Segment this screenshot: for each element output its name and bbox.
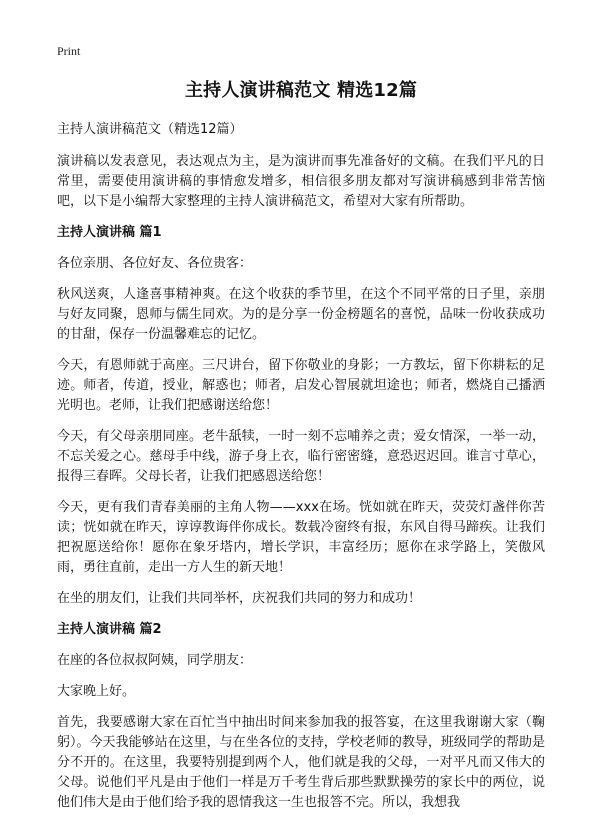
document-body — [57, 120, 545, 824]
paragraph: 秋风送爽，人逢喜事精神爽。在这个收获的季节里，在这个不同平常的日子里，亲朋与好友同聚，恩师与儒生同欢。为的是分享一份金榜题名的喜悦，品味一份收获成功的甘甜，保存一份温馨难忘的记忆。 — [57, 287, 545, 342]
section-heading: 主持人演讲稿 篇2 — [57, 622, 162, 637]
paragraph: 大家晚上好。 — [57, 684, 136, 699]
page-title: 主持人演讲稿范文 精选12篇 — [184, 80, 418, 101]
section-heading: 主持人演讲稿 篇1 — [57, 225, 162, 240]
paragraph: 今天，更有我们青春美丽的主角人物——xxx在场。恍如就在昨天，荧荧灯盏伴你苦读；恍如就在昨天，谆谆教诲伴你成长。数载冷窗终有报，东风自得马蹄疾。让我们把祝愿送给你！愿你在象牙塔内，增长学识，丰富经历；愿你在求学路上，笑傲风雨，勇往直前，走出一方人生的新天地！ — [57, 500, 545, 575]
paragraph: 今天，有恩师就于高座。三尺讲台，留下你敬业的身影；一方教坛，留下你耕耘的足迹。师者，传道，授业，解惑也；师者，启发心智展就坦途也；师者，燃烧自己播洒光明也。老师，让我们把感谢送给您！ — [57, 358, 545, 413]
section-1 — [57, 223, 545, 609]
paragraph: 在坐的朋友们，让我们共同举杯，庆祝我们共同的努力和成功！ — [57, 591, 422, 606]
print-label: Print — [57, 44, 81, 58]
section-2 — [57, 620, 545, 813]
paragraph: 在座的各位叔叔阿姨，同学朋友： — [57, 653, 253, 668]
paragraph: 今天，有父母亲朋同座。老牛舐犊，一时一刻不忘哺养之责；爱女情深，一举一动，不忘关爱之心。慈母手中线，游子身上衣，临行密密缝，意恐迟迟回。谁言寸草心，报得三春晖。父母长者，让我们把感恩送给您！ — [57, 429, 545, 484]
paragraph: 各位亲朋、各位好友、各位贵客： — [57, 256, 253, 271]
document-subtitle: 主持人演讲稿范文（精选12篇） — [57, 122, 243, 137]
intro-paragraph: 演讲稿以发表意见，表达观点为主，是为演讲而事先准备好的文稿。在我们平凡的日常里，需要使用演讲稿的事情愈发增多，相信很多朋友都对写演讲稿感到非常苦恼吧，以下是小编帮大家整理的主持人演讲稿范文，希望对大家有所帮助。 — [57, 154, 545, 209]
paragraph: 首先，我要感谢大家在百忙当中抽出时间来参加我的报答宴，在这里我谢谢大家（鞠躬）。今天我能够站在这里，与在坐各位的支持，学校老师的教导，班级同学的帮助是分不开的。在这里，我要特别提到两个人，他们就是我的父母，一对平凡而又伟大的父母。说他们平凡是由于他们一样是万千考生背后那些默默操劳的家长中的两位，说他们伟大是由于他们给予我的恩情我这一生也报答不完。所以，我想我 — [57, 715, 545, 810]
